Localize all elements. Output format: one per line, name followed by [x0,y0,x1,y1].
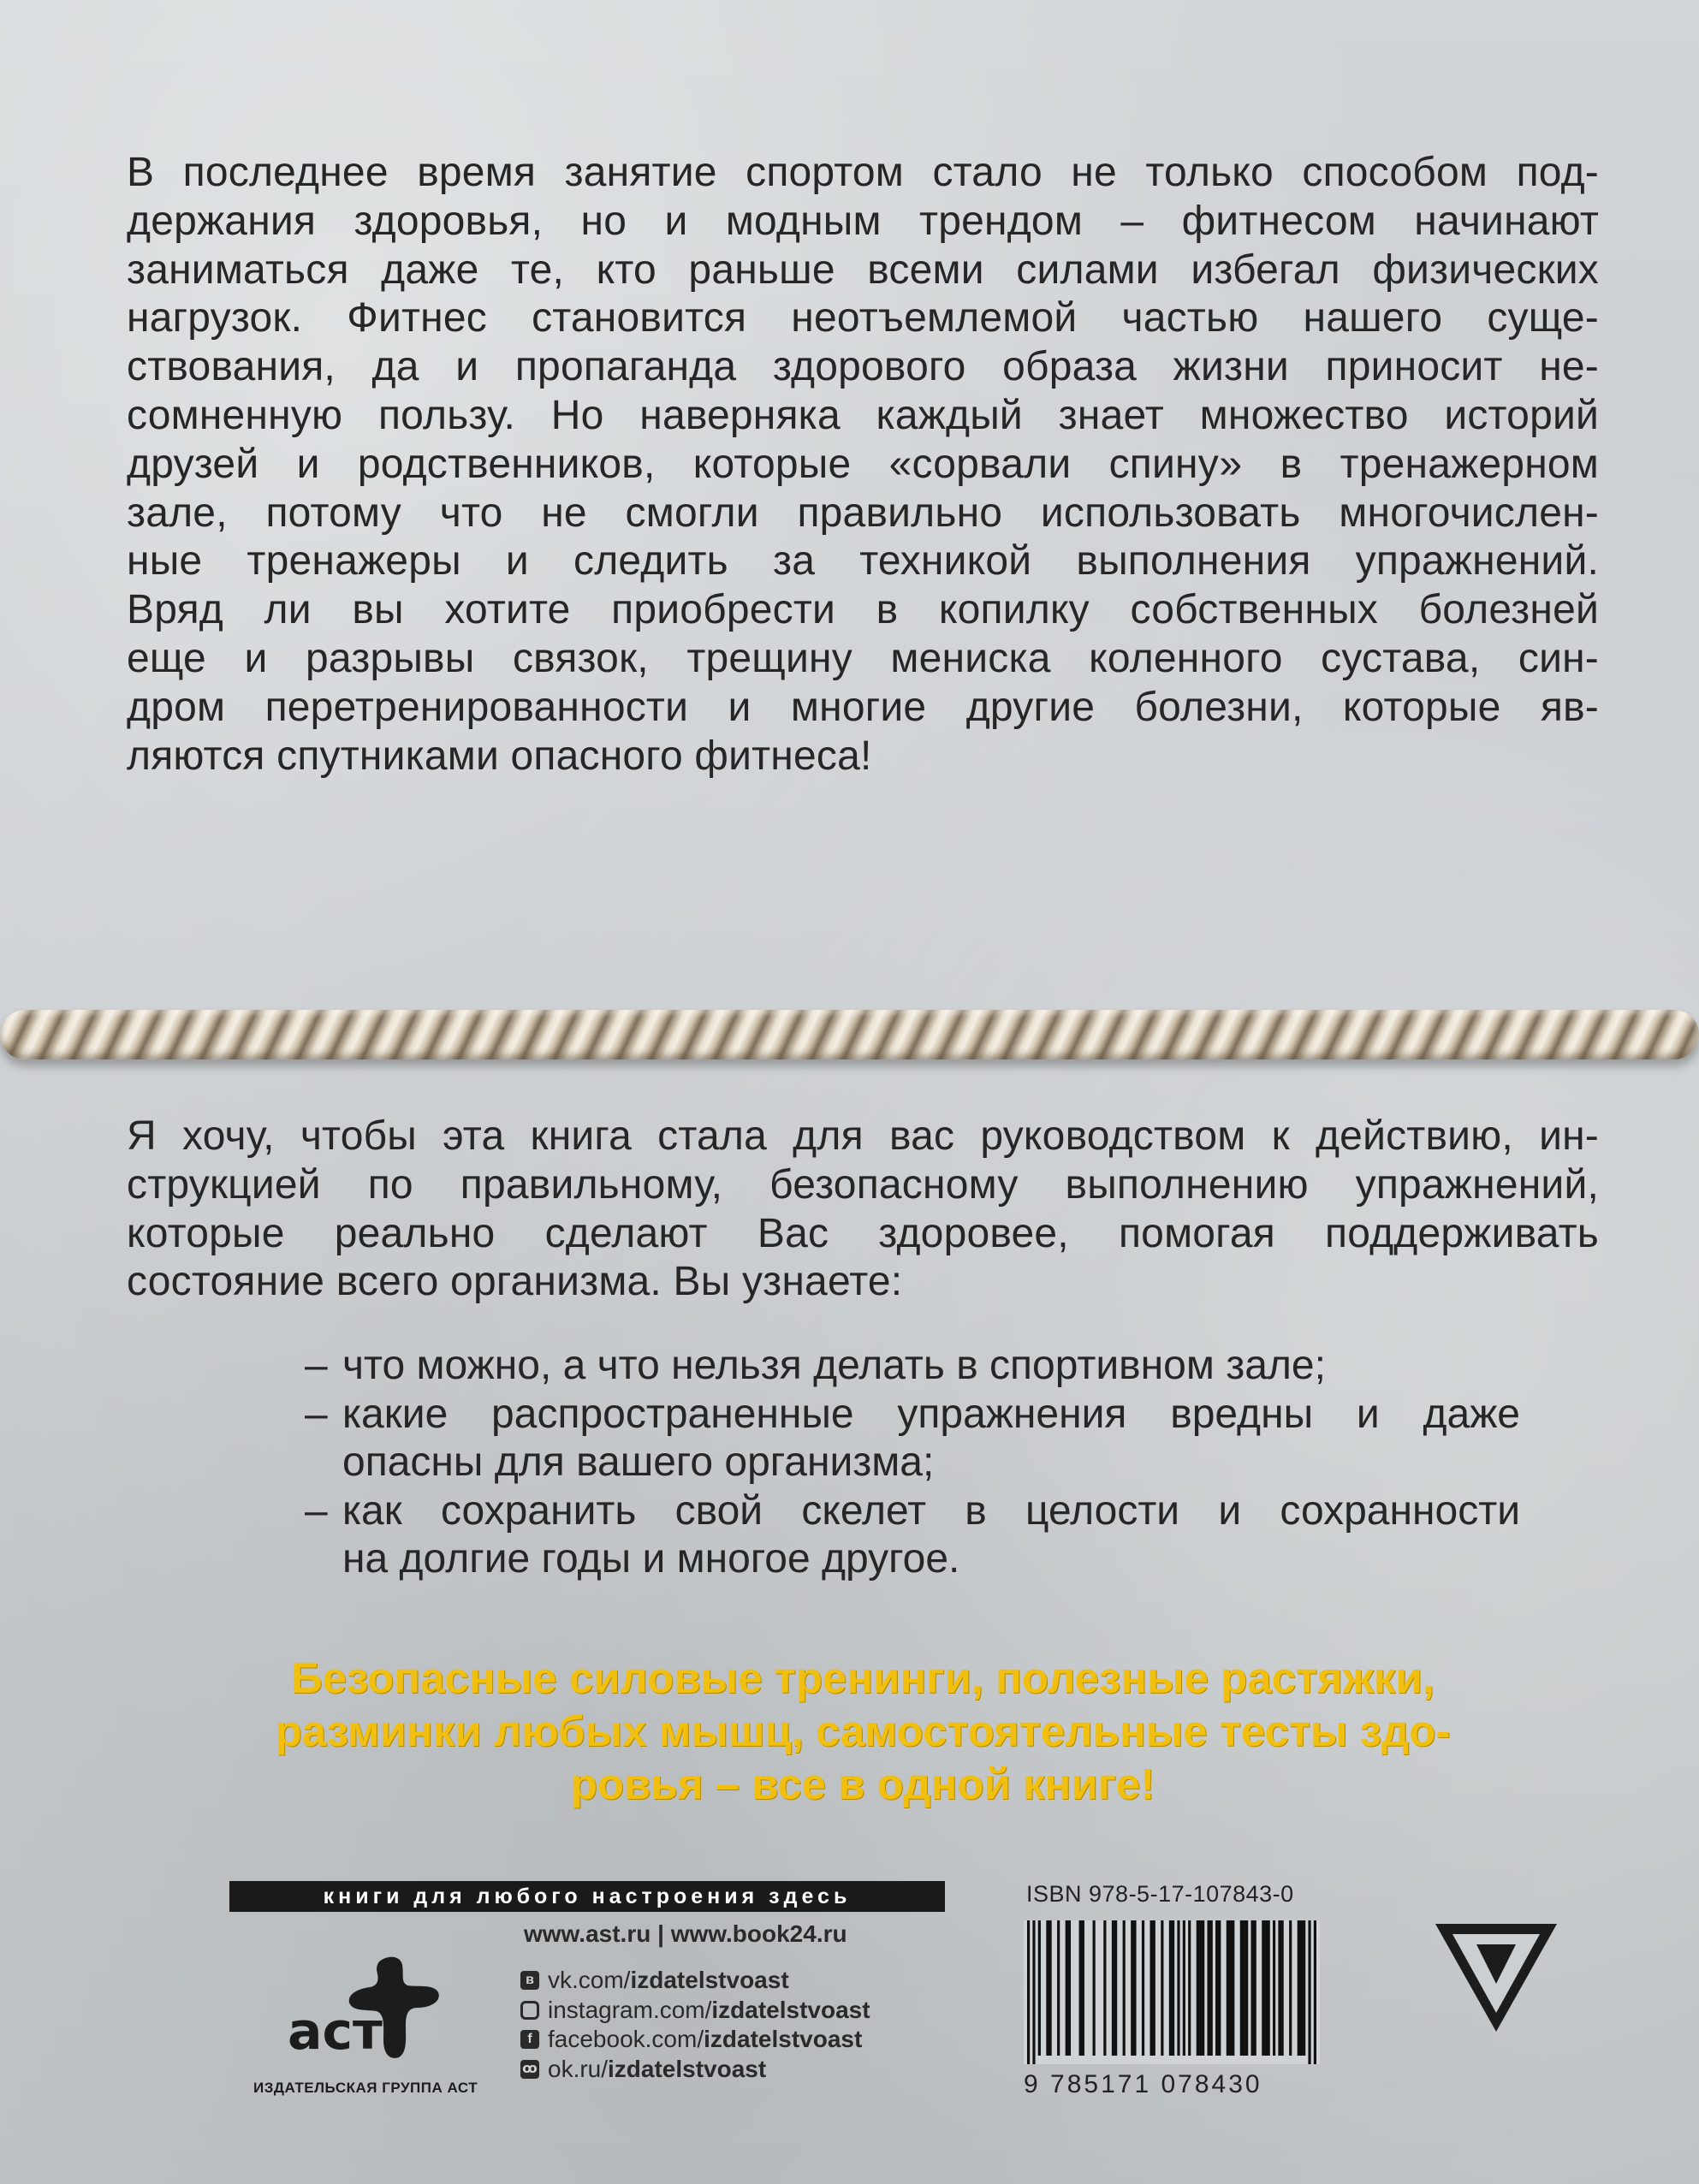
barcode-bar [1169,1920,1174,2056]
highlight-line: разминки любых мышц, самостоятельные тесты здо- [275,1706,1451,1755]
barcode-bar [1027,1920,1030,2064]
text-line: ствования, да и пропаганда здорового образа жизни приносит не- [127,344,1599,390]
barcode-bar [1289,1920,1292,2056]
list-dash: – [305,1487,328,1534]
text-line: струкцией по правильному, безопасному выполнению упражнений, [127,1161,1599,1208]
barcode-bar [1161,1920,1163,2056]
publisher-caption: ИЗДАТЕЛЬСКАЯ ГРУППА АСТ [253,2080,478,2096]
list-item-text: какие распространенные упражнения вредны и даже [342,1391,1520,1437]
text-line: друзей и родственников, которые «сорвали спину» в тренажерном [127,441,1599,487]
list-item-text: как сохранить свой скелет в целости и сохранности [342,1487,1520,1534]
barcode-bar [1149,1920,1155,2056]
text-line: еще и разрывы связок, трещину мениска коленного сустава, син- [127,635,1599,681]
barcode-bar [1079,1920,1084,2056]
text-line: дром перетренированности и многие другие болезни, которые яв- [127,684,1599,730]
v-imprint-logo [1432,1920,1560,2035]
barcode-bar [1207,1920,1212,2056]
barcode-bar [1131,1920,1136,2056]
text-line: заниматься даже те, кто раньше всеми силами избегал физических [127,246,1599,293]
book-purpose-paragraph [127,1113,1599,1307]
text-line: Вряд ли вы хотите приобрести в копилку собственных болезней [127,587,1599,633]
list-dash: – [305,1343,328,1388]
barcode-bar [1057,1920,1060,2056]
barcode-bar [1066,1920,1071,2056]
barcode-bar [1046,1920,1051,2056]
ok-icon: ꝏ [520,2060,539,2079]
barcode-bar [1183,1920,1185,2056]
text-line: нагрузок. Фитнес становится неотъемлемой частью нашего суще- [127,295,1599,341]
barcode-bar [1032,1920,1035,2064]
ast-logo [281,1953,452,2064]
text-line: состояние всего организма. Вы узнаете: [127,1259,903,1305]
list-item-text: на долгие годы и многое другое. [342,1536,960,1582]
barcode-bar [1215,1920,1221,2056]
barcode-digits: 9 785171 078430 [1024,2070,1262,2098]
logo-text: аст [288,2002,383,2062]
barcode-bar [1240,1920,1249,2056]
instagram-icon [520,2001,539,2020]
benefits-list [305,1342,1520,1584]
publisher-tagline: книги для любого настроения здесь [229,1881,945,1912]
barcode-bar [1227,1920,1235,2056]
barcode-bar [1250,1920,1256,2056]
barcode-bar [1197,1920,1205,2056]
highlight-line: ровья – все в одной книге! [570,1760,1155,1808]
intro-paragraph [127,149,1599,780]
list-item-text: что можно, а что нельзя делать в спортивном зале; [342,1343,1326,1388]
barcode-bar [1262,1920,1270,2056]
barcode-bar [1177,1920,1179,2056]
list-dash: – [305,1391,328,1437]
barcode-bar [1308,1920,1310,2064]
social-link-instagram[interactable]: instagram.com/ izdatelstvoast [520,1996,870,2026]
barcode-bar [1278,1920,1283,2056]
barcode-bar [1112,1920,1117,2056]
text-line: ляются спутниками опасного фитнеса! [127,733,872,779]
barcode-bar [1273,1920,1275,2056]
text-line: держания здоровья, но и модным трендом – фитнесом начинают [127,198,1599,244]
social-link-vk[interactable]: ʙ vk.com/ izdatelstvoast [520,1966,870,1996]
barcode-bar [1103,1920,1106,2056]
highlight-tagline [127,1652,1599,1811]
barcode-bar [1038,1920,1041,2056]
barcode-bar [1298,1920,1306,2056]
list-item [305,1487,1520,1584]
publisher-websites[interactable]: www.ast.ru | www.book24.ru [524,1920,847,1947]
vk-icon: ʙ [520,1971,539,1990]
list-item-text: опасны для вашего организма; [342,1439,935,1485]
isbn-number: ISBN 978-5-17-107843-0 [1026,1881,1294,1907]
list-item [305,1391,1520,1487]
rope-divider [0,1010,1699,1059]
social-link-facebook[interactable]: f facebook.com/ izdatelstvoast [520,2025,870,2055]
barcode-bar [1188,1920,1191,2056]
text-line: ные тренажеры и следить за техникой выполнения упражнений. [127,538,1599,585]
barcode [1024,1920,1320,2064]
text-line: которые реально сделают Вас здоровее, помогая поддерживать [127,1210,1599,1256]
highlight-line: Безопасные силовые тренинги, полезные растяжки, [291,1653,1435,1702]
list-item [305,1342,1520,1391]
facebook-icon: f [520,2030,539,2049]
text-line: В последнее время занятие спортом стало не только способом под- [127,150,1599,195]
social-links [520,1966,870,2084]
text-line: Я хочу, чтобы эта книга стала для вас руководством к действию, ин- [127,1113,1599,1159]
barcode-bar [1093,1920,1096,2056]
text-line: сомненную пользу. Но наверняка каждый знает множество историй [127,392,1599,438]
social-link-ok[interactable]: ꝏ ok.ru/ izdatelstvoast [520,2055,870,2085]
barcode-bar [1314,1920,1316,2064]
barcode-bar [1123,1920,1126,2056]
text-line: зале, потому что не смогли правильно использовать многочислен- [127,490,1599,536]
barcode-bar [1142,1920,1144,2056]
